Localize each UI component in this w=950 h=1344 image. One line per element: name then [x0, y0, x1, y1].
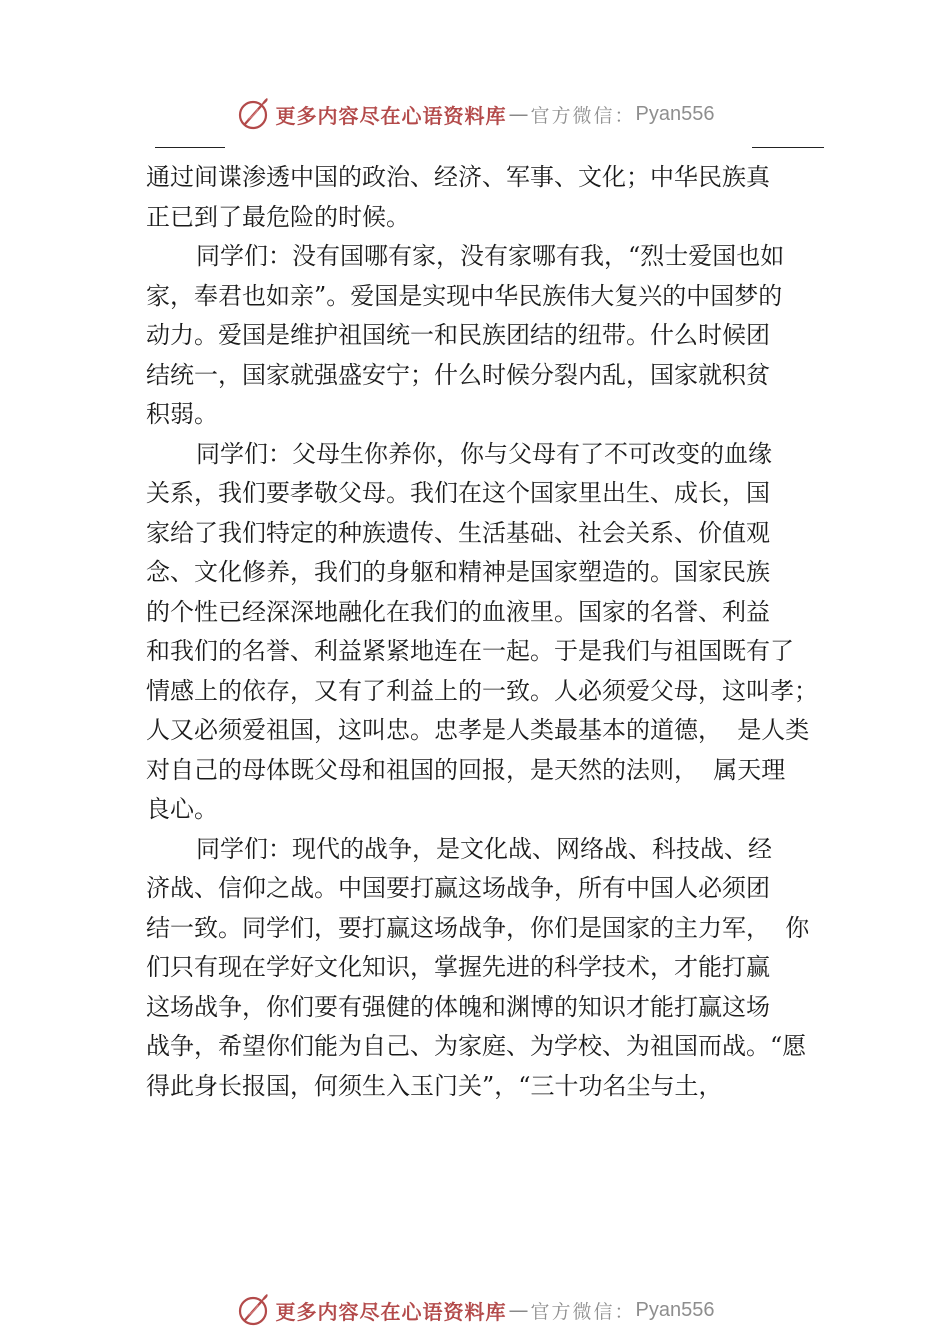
- text-line: 家给了我们特定的种族遗传、生活基础、社会关系、价值观: [146, 518, 770, 547]
- text-line: 正已到了最危险的时候。: [146, 202, 410, 231]
- text-line: 结统一，国家就强盛安宁；什么时候分裂内乱，国家就积贫: [146, 360, 770, 389]
- text-line: 同学们：现代的战争，是文化战、网络战、科技战、经: [196, 834, 772, 863]
- footer-wechat-id: Pyan556: [635, 1298, 715, 1321]
- text-line: 良心。: [146, 795, 218, 823]
- footer-separator: —: [508, 1298, 529, 1322]
- footer-banner: [0, 1290, 950, 1330]
- text-line: 同学们：没有国哪有家，没有家哪有我，“烈士爱国也如: [196, 242, 785, 270]
- text-line: 情感上的依存，又有了利益上的一致。人必须爱父母，这叫孝；: [146, 676, 818, 705]
- text-line: 战争，希望你们能为自己、为家庭、为学校、为祖国而战。“愿: [146, 1032, 807, 1060]
- text-line: 和我们的名誉、利益紧紧地连在一起。于是我们与祖国既有了: [146, 637, 794, 665]
- header-rule-right: [752, 147, 824, 148]
- text-line: 关系，我们要孝敬父母。我们在这个国家里出生、成长，国: [146, 479, 770, 507]
- header-separator: —: [508, 102, 529, 126]
- header-rule-left: [155, 147, 225, 148]
- footer-brand: 更多内容尽在心语资料库: [275, 1299, 507, 1324]
- text-line: 念、文化修养，我们的身躯和精神是国家塑造的。国家民族: [146, 558, 770, 586]
- text-line: 结一致。同学们，要打赢这场战争，你们是国家的主力军， 你: [146, 913, 810, 942]
- text-line: 对自己的母体既父母和祖国的回报，是天然的法则， 属天理: [146, 755, 786, 784]
- paragraph: [146, 830, 820, 1107]
- header-brand: 更多内容尽在心语资料库: [275, 103, 507, 128]
- text-line: 的个性已经深深地融化在我们的血液里。国家的名誉、利益: [146, 597, 770, 626]
- header-wechat-label: 官方微信：: [530, 104, 636, 127]
- text-line: 同学们：父母生你养你，你与父母有了不可改变的血缘: [196, 439, 772, 468]
- paragraph: [146, 435, 820, 830]
- paragraph: [146, 158, 820, 237]
- header-banner: [0, 94, 950, 134]
- quill-logo-icon: [236, 97, 270, 131]
- text-line: 家，奉君也如亲”。爱国是实现中华民族伟大复兴的中国梦的: [146, 281, 783, 310]
- text-line: 积弱。: [146, 400, 218, 428]
- header-wechat-id: Pyan556: [635, 102, 715, 125]
- text-line: 这场战争，你们要有强健的体魄和渊博的知识才能打赢这场: [146, 992, 770, 1021]
- footer-wechat-label: 官方微信：: [530, 1300, 636, 1323]
- text-line: 动力。爱国是维护祖国统一和民族团结的纽带。什么时候团: [146, 321, 770, 349]
- text-line: 人又必须爱祖国，这叫忠。忠孝是人类最基本的道德， 是人类: [146, 716, 810, 744]
- paragraph: [146, 237, 820, 435]
- text-line: 们只有现在学好文化知识，掌握先进的科学技术，才能打赢: [146, 953, 770, 981]
- text-line: 得此身长报国，何须生入玉门关”，“三十功名尘与土，: [146, 1071, 723, 1100]
- quill-logo-icon: [236, 1293, 270, 1327]
- text-line: 济战、信仰之战。中国要打赢这场战争，所有中国人必须团: [146, 874, 770, 902]
- document-body: [146, 158, 820, 1106]
- text-line: 通过间谍渗透中国的政治、经济、军事、文化；中华民族真: [146, 163, 770, 191]
